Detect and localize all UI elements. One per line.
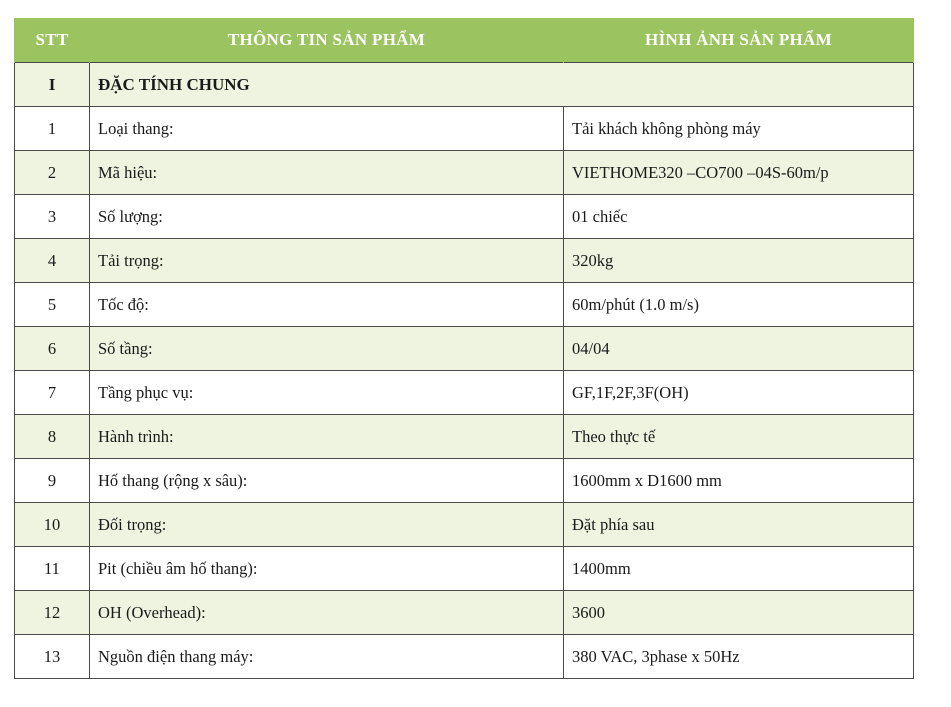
table-row — [15, 239, 914, 283]
row-label: Số lượng: — [90, 195, 564, 239]
table-row — [15, 283, 914, 327]
table-row — [15, 195, 914, 239]
row-label: Đối trọng: — [90, 503, 564, 547]
row-label: Loại thang: — [90, 107, 564, 151]
row-value: 01 chiếc — [564, 195, 914, 239]
table-row — [15, 371, 914, 415]
row-value: Theo thực tế — [564, 415, 914, 459]
row-label: Hố thang (rộng x sâu): — [90, 459, 564, 503]
table-header-row — [15, 18, 914, 63]
row-value: 1600mm x D1600 mm — [564, 459, 914, 503]
row-value: 380 VAC, 3phase x 50Hz — [564, 635, 914, 679]
row-stt: 2 — [15, 151, 90, 195]
header-product-image: HÌNH ẢNH SẢN PHẨM — [564, 18, 914, 63]
spec-table — [14, 18, 914, 679]
row-value: 60m/phút (1.0 m/s) — [564, 283, 914, 327]
row-stt: 3 — [15, 195, 90, 239]
row-label: Số tầng: — [90, 327, 564, 371]
row-label: Hành trình: — [90, 415, 564, 459]
table-row — [15, 635, 914, 679]
row-label: Nguồn điện thang máy: — [90, 635, 564, 679]
row-stt: 11 — [15, 547, 90, 591]
row-stt: 4 — [15, 239, 90, 283]
row-stt: 1 — [15, 107, 90, 151]
table-row — [15, 327, 914, 371]
row-value: GF,1F,2F,3F(OH) — [564, 371, 914, 415]
row-label: Tầng phục vụ: — [90, 371, 564, 415]
table-row — [15, 591, 914, 635]
table-row — [15, 415, 914, 459]
row-stt: 7 — [15, 371, 90, 415]
row-stt: 12 — [15, 591, 90, 635]
row-stt: 6 — [15, 327, 90, 371]
row-value: Đặt phía sau — [564, 503, 914, 547]
row-stt: 9 — [15, 459, 90, 503]
table-row — [15, 503, 914, 547]
row-stt: 13 — [15, 635, 90, 679]
section-row — [15, 63, 914, 107]
row-label: Mã hiệu: — [90, 151, 564, 195]
header-stt: STT — [15, 18, 90, 63]
row-label: Tốc độ: — [90, 283, 564, 327]
table-row — [15, 151, 914, 195]
row-stt: 5 — [15, 283, 90, 327]
row-value: VIETHOME320 –CO700 –04S-60m/p — [564, 151, 914, 195]
table-row — [15, 547, 914, 591]
row-label: Pit (chiều âm hố thang): — [90, 547, 564, 591]
header-product-info: THÔNG TIN SẢN PHẨM — [90, 18, 564, 63]
row-value: 1400mm — [564, 547, 914, 591]
section-number: I — [15, 63, 90, 107]
section-title: ĐẶC TÍNH CHUNG — [90, 63, 914, 107]
row-value: 04/04 — [564, 327, 914, 371]
row-value: 3600 — [564, 591, 914, 635]
row-value: 320kg — [564, 239, 914, 283]
row-label: Tải trọng: — [90, 239, 564, 283]
row-label: OH (Overhead): — [90, 591, 564, 635]
table-row — [15, 107, 914, 151]
row-value: Tải khách không phòng máy — [564, 107, 914, 151]
row-stt: 10 — [15, 503, 90, 547]
row-stt: 8 — [15, 415, 90, 459]
table-row — [15, 459, 914, 503]
